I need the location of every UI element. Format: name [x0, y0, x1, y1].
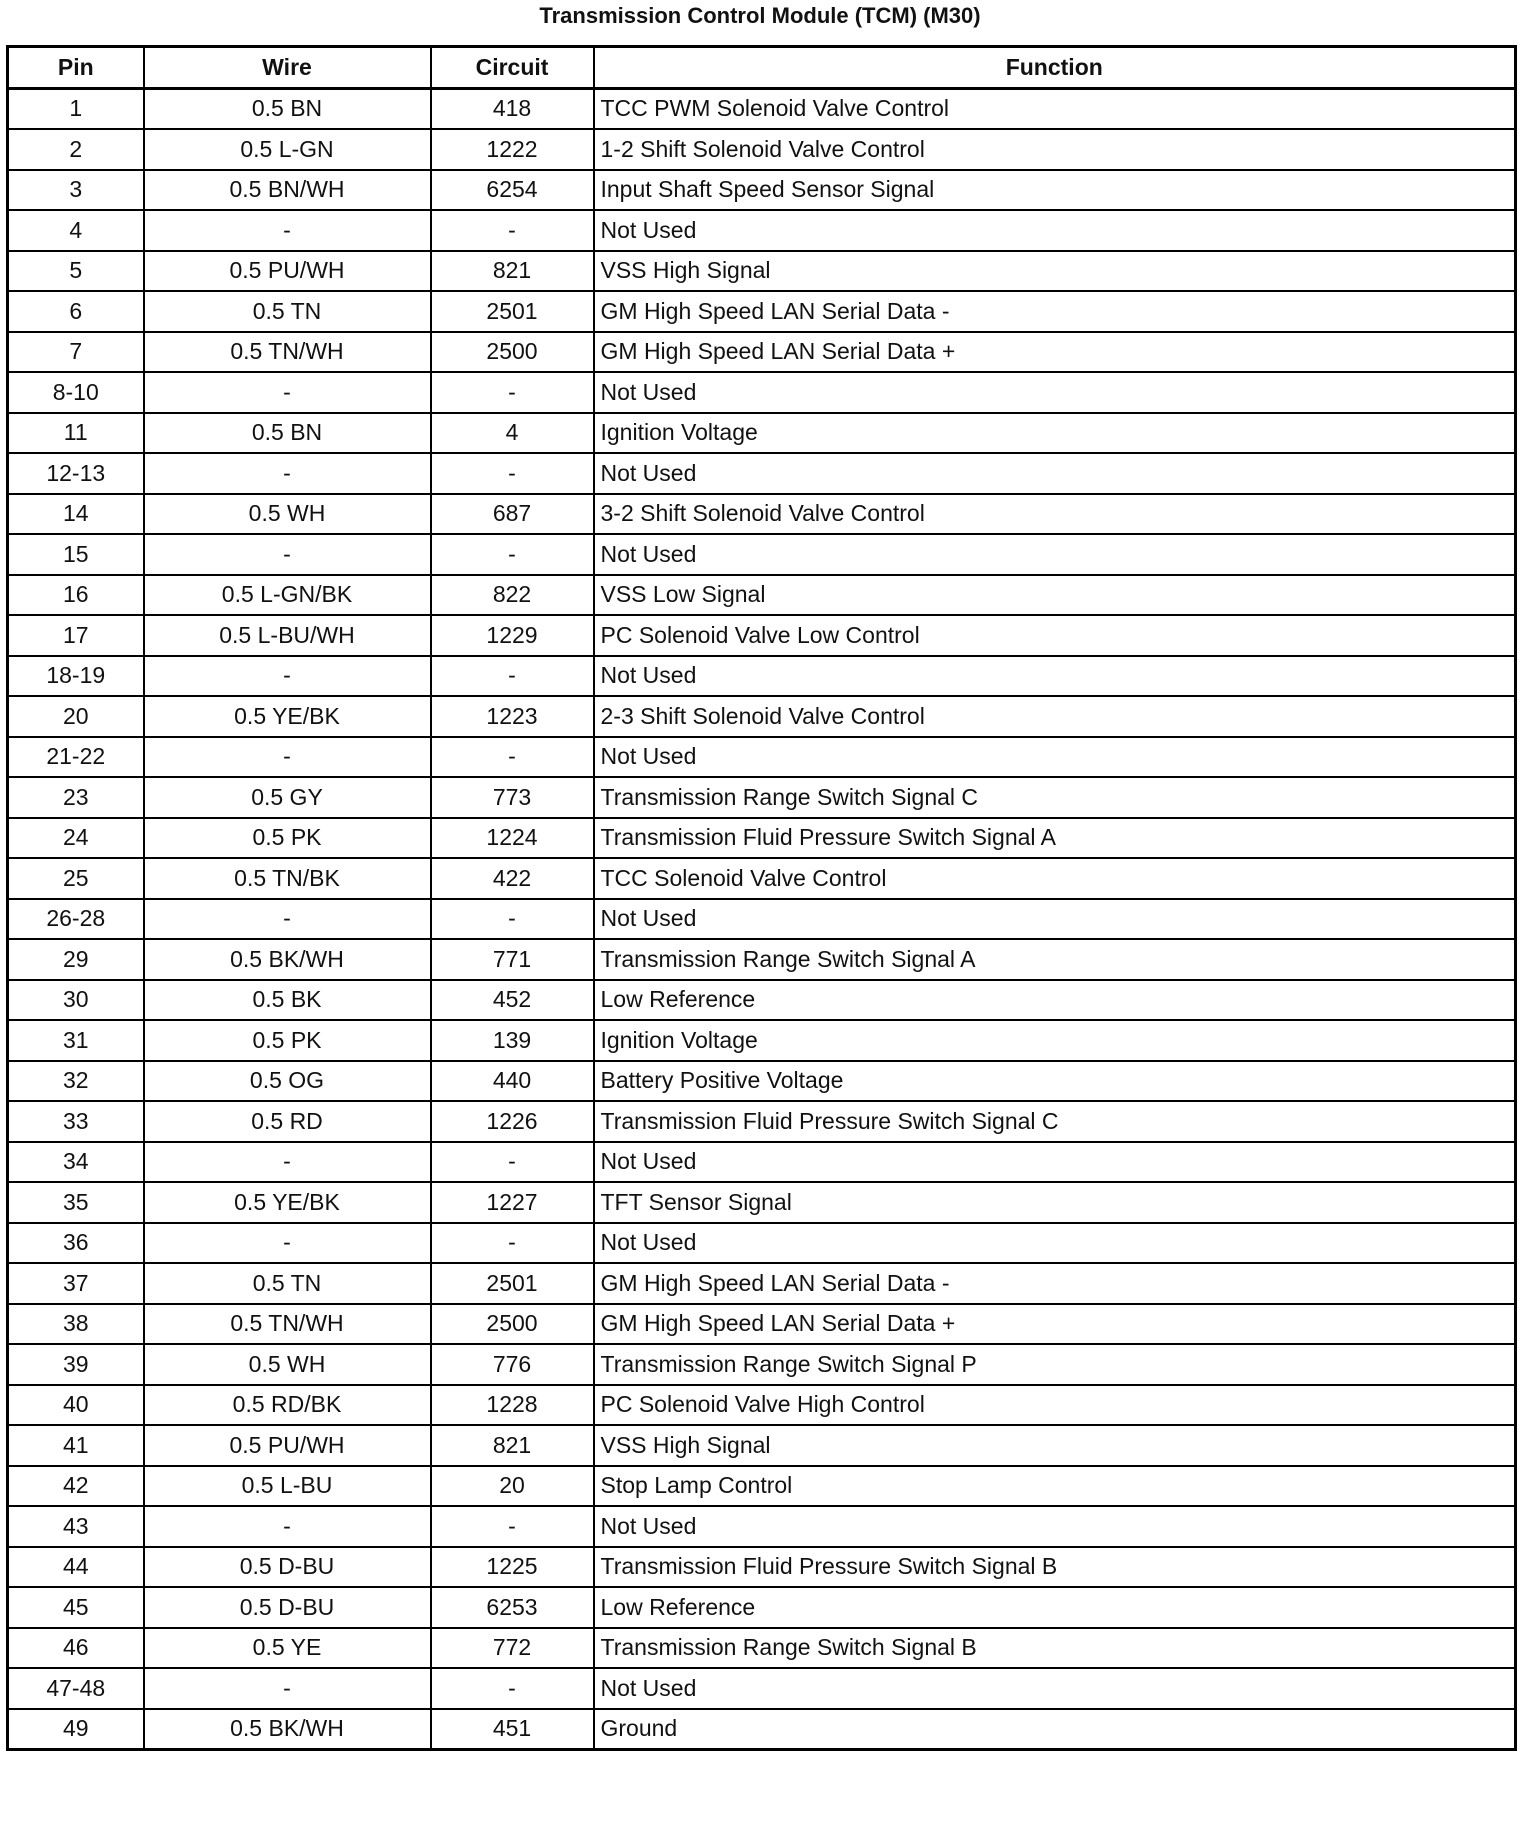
circuit-cell: 1229 [431, 615, 594, 656]
pin-cell: 1 [8, 88, 144, 129]
circuit-cell: 1222 [431, 129, 594, 170]
pin-cell: 6 [8, 291, 144, 332]
wire-cell: 0.5 TN/BK [144, 858, 431, 899]
function-cell: Transmission Fluid Pressure Switch Signal B [594, 1547, 1516, 1588]
function-cell: TCC Solenoid Valve Control [594, 858, 1516, 899]
table-row [8, 210, 1516, 251]
function-cell: Not Used [594, 899, 1516, 940]
table-row [8, 1304, 1516, 1345]
circuit-cell: 1226 [431, 1101, 594, 1142]
function-cell: GM High Speed LAN Serial Data + [594, 332, 1516, 373]
pin-cell: 34 [8, 1142, 144, 1183]
wire-cell: - [144, 737, 431, 778]
pin-cell: 32 [8, 1061, 144, 1102]
table-row [8, 1425, 1516, 1466]
wire-cell: 0.5 GY [144, 777, 431, 818]
wire-cell: - [144, 534, 431, 575]
circuit-cell: - [431, 656, 594, 697]
pin-cell: 15 [8, 534, 144, 575]
function-cell: 2-3 Shift Solenoid Valve Control [594, 696, 1516, 737]
function-cell: Ignition Voltage [594, 1020, 1516, 1061]
pin-cell: 7 [8, 332, 144, 373]
table-header [8, 47, 1516, 89]
circuit-cell: 771 [431, 939, 594, 980]
table-row [8, 251, 1516, 292]
function-cell: VSS Low Signal [594, 575, 1516, 616]
function-cell: Transmission Fluid Pressure Switch Signal A [594, 818, 1516, 859]
wire-cell: 0.5 YE/BK [144, 1182, 431, 1223]
table-row [8, 777, 1516, 818]
circuit-cell: 2500 [431, 1304, 594, 1345]
table-row [8, 1101, 1516, 1142]
circuit-cell: - [431, 737, 594, 778]
table-row [8, 1506, 1516, 1547]
pin-cell: 5 [8, 251, 144, 292]
circuit-cell: - [431, 1668, 594, 1709]
wire-cell: - [144, 1142, 431, 1183]
pin-cell: 26-28 [8, 899, 144, 940]
circuit-cell: - [431, 899, 594, 940]
table-row [8, 615, 1516, 656]
circuit-cell: - [431, 1142, 594, 1183]
wire-cell: 0.5 RD/BK [144, 1385, 431, 1426]
function-cell: Not Used [594, 1668, 1516, 1709]
wire-cell: 0.5 PK [144, 818, 431, 859]
function-cell: PC Solenoid Valve High Control [594, 1385, 1516, 1426]
function-cell: Transmission Fluid Pressure Switch Signal C [594, 1101, 1516, 1142]
wire-cell: - [144, 1506, 431, 1547]
wire-cell: 0.5 BK/WH [144, 939, 431, 980]
wire-cell: - [144, 453, 431, 494]
table-row [8, 899, 1516, 940]
wire-cell: 0.5 YE [144, 1628, 431, 1669]
wire-cell: 0.5 BK/WH [144, 1709, 431, 1750]
table-row [8, 534, 1516, 575]
header-circuit: Circuit [431, 47, 594, 89]
table-row [8, 737, 1516, 778]
pin-cell: 8-10 [8, 372, 144, 413]
wire-cell: 0.5 PU/WH [144, 1425, 431, 1466]
circuit-cell: 821 [431, 1425, 594, 1466]
function-cell: Ground [594, 1709, 1516, 1750]
wire-cell: - [144, 1668, 431, 1709]
function-cell: GM High Speed LAN Serial Data + [594, 1304, 1516, 1345]
circuit-cell: 440 [431, 1061, 594, 1102]
table-row [8, 413, 1516, 454]
circuit-cell: - [431, 372, 594, 413]
wire-cell: 0.5 RD [144, 1101, 431, 1142]
wire-cell: 0.5 OG [144, 1061, 431, 1102]
pin-cell: 17 [8, 615, 144, 656]
pin-cell: 47-48 [8, 1668, 144, 1709]
table-row [8, 1547, 1516, 1588]
pin-cell: 46 [8, 1628, 144, 1669]
table-row [8, 1223, 1516, 1264]
table-row [8, 1061, 1516, 1102]
function-cell: Not Used [594, 656, 1516, 697]
table-row [8, 1344, 1516, 1385]
pin-cell: 14 [8, 494, 144, 535]
function-cell: Not Used [594, 453, 1516, 494]
circuit-cell: - [431, 453, 594, 494]
function-cell: Stop Lamp Control [594, 1466, 1516, 1507]
circuit-cell: 687 [431, 494, 594, 535]
wire-cell: 0.5 D-BU [144, 1547, 431, 1588]
function-cell: 1-2 Shift Solenoid Valve Control [594, 129, 1516, 170]
circuit-cell: 6253 [431, 1587, 594, 1628]
circuit-cell: 2500 [431, 332, 594, 373]
table-row [8, 858, 1516, 899]
pin-cell: 21-22 [8, 737, 144, 778]
function-cell: VSS High Signal [594, 251, 1516, 292]
wire-cell: - [144, 210, 431, 251]
circuit-cell: 451 [431, 1709, 594, 1750]
circuit-cell: 1224 [431, 818, 594, 859]
circuit-cell: 1228 [431, 1385, 594, 1426]
circuit-cell: 2501 [431, 1263, 594, 1304]
table-row [8, 332, 1516, 373]
table-row [8, 696, 1516, 737]
pin-cell: 31 [8, 1020, 144, 1061]
table-row [8, 1587, 1516, 1628]
table-row [8, 818, 1516, 859]
pin-cell: 29 [8, 939, 144, 980]
pinout-table [6, 45, 1517, 1751]
wire-cell: 0.5 D-BU [144, 1587, 431, 1628]
function-cell: Ignition Voltage [594, 413, 1516, 454]
function-cell: Not Used [594, 372, 1516, 413]
table-row [8, 1668, 1516, 1709]
table-row [8, 1020, 1516, 1061]
function-cell: Transmission Range Switch Signal C [594, 777, 1516, 818]
circuit-cell: 6254 [431, 170, 594, 211]
wire-cell: 0.5 TN/WH [144, 332, 431, 373]
pin-cell: 2 [8, 129, 144, 170]
pin-cell: 40 [8, 1385, 144, 1426]
wire-cell: 0.5 WH [144, 494, 431, 535]
pin-cell: 33 [8, 1101, 144, 1142]
pin-cell: 44 [8, 1547, 144, 1588]
wire-cell: 0.5 L-BU/WH [144, 615, 431, 656]
wire-cell: 0.5 YE/BK [144, 696, 431, 737]
table-row [8, 1709, 1516, 1750]
pin-cell: 30 [8, 980, 144, 1021]
wire-cell: 0.5 PU/WH [144, 251, 431, 292]
function-cell: Not Used [594, 737, 1516, 778]
wire-cell: 0.5 TN [144, 1263, 431, 1304]
table-row [8, 939, 1516, 980]
table-row [8, 656, 1516, 697]
pin-cell: 16 [8, 575, 144, 616]
circuit-cell: 773 [431, 777, 594, 818]
pin-cell: 11 [8, 413, 144, 454]
pin-cell: 25 [8, 858, 144, 899]
wire-cell: - [144, 899, 431, 940]
function-cell: TCC PWM Solenoid Valve Control [594, 88, 1516, 129]
header-row [8, 47, 1516, 89]
pin-cell: 38 [8, 1304, 144, 1345]
circuit-cell: 418 [431, 88, 594, 129]
circuit-cell: 776 [431, 1344, 594, 1385]
circuit-cell: 422 [431, 858, 594, 899]
header-wire: Wire [144, 47, 431, 89]
function-cell: Not Used [594, 210, 1516, 251]
circuit-cell: - [431, 534, 594, 575]
circuit-cell: 822 [431, 575, 594, 616]
wire-cell: 0.5 BN [144, 413, 431, 454]
function-cell: Input Shaft Speed Sensor Signal [594, 170, 1516, 211]
pin-cell: 3 [8, 170, 144, 211]
function-cell: Not Used [594, 1142, 1516, 1183]
table-row [8, 291, 1516, 332]
pin-cell: 43 [8, 1506, 144, 1547]
wire-cell: - [144, 656, 431, 697]
function-cell: Not Used [594, 1506, 1516, 1547]
circuit-cell: 452 [431, 980, 594, 1021]
function-cell: 3-2 Shift Solenoid Valve Control [594, 494, 1516, 535]
function-cell: Low Reference [594, 1587, 1516, 1628]
page-title: Transmission Control Module (TCM) (M30) [539, 3, 981, 28]
wire-cell: 0.5 PK [144, 1020, 431, 1061]
circuit-cell: 1227 [431, 1182, 594, 1223]
wire-cell: 0.5 BN/WH [144, 170, 431, 211]
wire-cell: 0.5 WH [144, 1344, 431, 1385]
function-cell: GM High Speed LAN Serial Data - [594, 1263, 1516, 1304]
table-row [8, 129, 1516, 170]
pin-cell: 20 [8, 696, 144, 737]
pin-cell: 42 [8, 1466, 144, 1507]
table-row [8, 980, 1516, 1021]
wire-cell: - [144, 1223, 431, 1264]
pin-cell: 23 [8, 777, 144, 818]
table-row [8, 88, 1516, 129]
pin-cell: 49 [8, 1709, 144, 1750]
table-row [8, 1142, 1516, 1183]
circuit-cell: 821 [431, 251, 594, 292]
wire-cell: 0.5 BK [144, 980, 431, 1021]
table-row [8, 453, 1516, 494]
wire-cell: 0.5 L-BU [144, 1466, 431, 1507]
pin-cell: 41 [8, 1425, 144, 1466]
table-row [8, 170, 1516, 211]
function-cell: Battery Positive Voltage [594, 1061, 1516, 1102]
function-cell: Not Used [594, 1223, 1516, 1264]
circuit-cell: 1225 [431, 1547, 594, 1588]
table-row [8, 575, 1516, 616]
table-row [8, 1182, 1516, 1223]
circuit-cell: - [431, 1223, 594, 1264]
function-cell: Low Reference [594, 980, 1516, 1021]
circuit-cell: 4 [431, 413, 594, 454]
circuit-cell: 1223 [431, 696, 594, 737]
pin-cell: 36 [8, 1223, 144, 1264]
circuit-cell: 139 [431, 1020, 594, 1061]
circuit-cell: 20 [431, 1466, 594, 1507]
table-row [8, 1466, 1516, 1507]
circuit-cell: - [431, 1506, 594, 1547]
wire-cell: 0.5 L-GN/BK [144, 575, 431, 616]
circuit-cell: 772 [431, 1628, 594, 1669]
pin-cell: 37 [8, 1263, 144, 1304]
wire-cell: 0.5 TN/WH [144, 1304, 431, 1345]
wire-cell: 0.5 L-GN [144, 129, 431, 170]
table-row [8, 494, 1516, 535]
function-cell: TFT Sensor Signal [594, 1182, 1516, 1223]
pin-cell: 24 [8, 818, 144, 859]
pin-cell: 45 [8, 1587, 144, 1628]
table-row [8, 1385, 1516, 1426]
function-cell: VSS High Signal [594, 1425, 1516, 1466]
pin-cell: 39 [8, 1344, 144, 1385]
table-row [8, 1628, 1516, 1669]
function-cell: Not Used [594, 534, 1516, 575]
table-row [8, 372, 1516, 413]
function-cell: Transmission Range Switch Signal P [594, 1344, 1516, 1385]
wire-cell: - [144, 372, 431, 413]
wire-cell: 0.5 BN [144, 88, 431, 129]
header-function: Function [594, 47, 1516, 89]
table-row [8, 1263, 1516, 1304]
header-pin: Pin [8, 47, 144, 89]
function-cell: PC Solenoid Valve Low Control [594, 615, 1516, 656]
function-cell: Transmission Range Switch Signal A [594, 939, 1516, 980]
circuit-cell: - [431, 210, 594, 251]
pin-cell: 12-13 [8, 453, 144, 494]
wire-cell: 0.5 TN [144, 291, 431, 332]
table-body [8, 88, 1516, 1750]
function-cell: Transmission Range Switch Signal B [594, 1628, 1516, 1669]
circuit-cell: 2501 [431, 291, 594, 332]
pin-cell: 35 [8, 1182, 144, 1223]
pin-cell: 18-19 [8, 656, 144, 697]
pin-cell: 4 [8, 210, 144, 251]
function-cell: GM High Speed LAN Serial Data - [594, 291, 1516, 332]
